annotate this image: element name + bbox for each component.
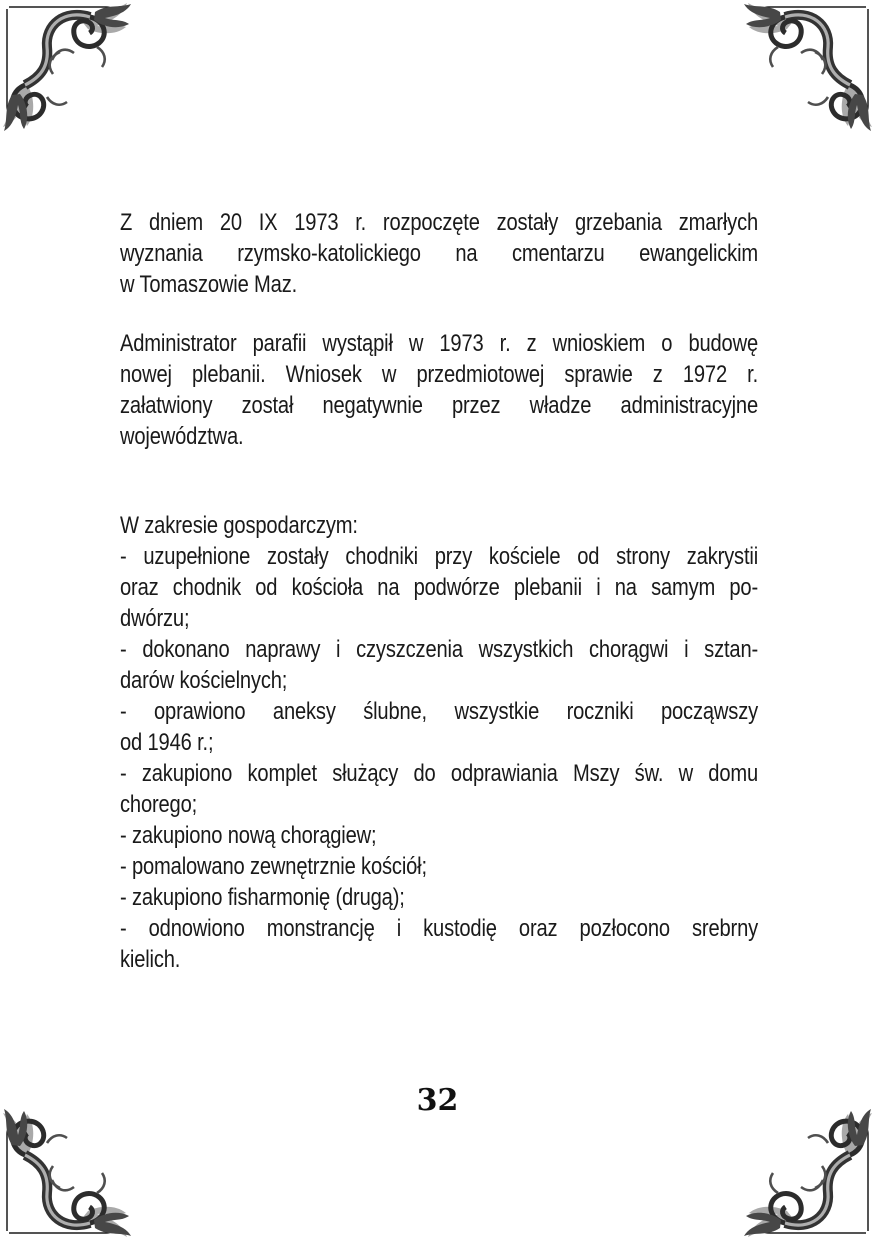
baroque-flourish-icon bbox=[735, 1100, 875, 1240]
page-number: 32 bbox=[416, 1083, 459, 1118]
body-text bbox=[120, 207, 758, 975]
text-line: załatwiony został negatywnie przez władze administracyjne bbox=[120, 392, 759, 419]
text-line: Administrator parafii wystąpił w 1973 r. z wnioskiem o budowę bbox=[120, 330, 759, 357]
baroque-flourish-icon bbox=[0, 0, 140, 140]
corner-ornament-bottom-left bbox=[0, 1100, 140, 1240]
paragraph-burials bbox=[120, 207, 758, 300]
text-line: W zakresie gospodarczym: bbox=[120, 512, 358, 539]
text-line: darów kościelnych; bbox=[120, 667, 288, 694]
text-line: dwórzu; bbox=[120, 605, 190, 632]
text-line: wyznania rzymsko-katolickiego na cmentarzu ewangelickim bbox=[120, 240, 759, 267]
text-line: - zakupiono fisharmonię (drugą); bbox=[120, 884, 405, 911]
text-line: chorego; bbox=[120, 791, 198, 818]
baroque-flourish-icon bbox=[735, 0, 875, 140]
text-line: kielich. bbox=[120, 946, 181, 973]
text-line: w Tomaszowie Maz. bbox=[120, 271, 298, 298]
paragraph-presbytery bbox=[120, 328, 758, 452]
corner-ornament-top-right bbox=[735, 0, 875, 140]
corner-ornament-bottom-right bbox=[735, 1100, 875, 1240]
text-line: oraz chodnik od kościoła na podwórze plebanii i na samym po- bbox=[120, 574, 759, 601]
text-line: - odnowiono monstrancję i kustodię oraz pozłocono srebrny bbox=[120, 915, 759, 942]
text-line: nowej plebanii. Wniosek w przedmiotowej sprawie z 1972 r. bbox=[120, 361, 759, 388]
text-line: - zakupiono nową chorągiew; bbox=[120, 822, 377, 849]
text-line: - oprawiono aneksy ślubne, wszystkie roczniki począwszy bbox=[120, 698, 759, 725]
text-line: - zakupiono komplet służący do odprawiania Mszy św. w domu bbox=[120, 760, 759, 787]
paragraph-economic-list bbox=[120, 510, 758, 975]
text-line: województwa. bbox=[120, 423, 244, 450]
baroque-flourish-icon bbox=[0, 1100, 140, 1240]
text-line: od 1946 r.; bbox=[120, 729, 214, 756]
text-line: - dokonano naprawy i czyszczenia wszystkich chorągwi i sztan- bbox=[120, 636, 759, 663]
text-line: - uzupełnione zostały chodniki przy kościele od strony zakrystii bbox=[120, 543, 759, 570]
corner-ornament-top-left bbox=[0, 0, 140, 140]
text-line: Z dniem 20 IX 1973 r. rozpoczęte zostały grzebania zmarłych bbox=[120, 209, 759, 236]
text-line: - pomalowano zewnętrznie kościół; bbox=[120, 853, 427, 880]
